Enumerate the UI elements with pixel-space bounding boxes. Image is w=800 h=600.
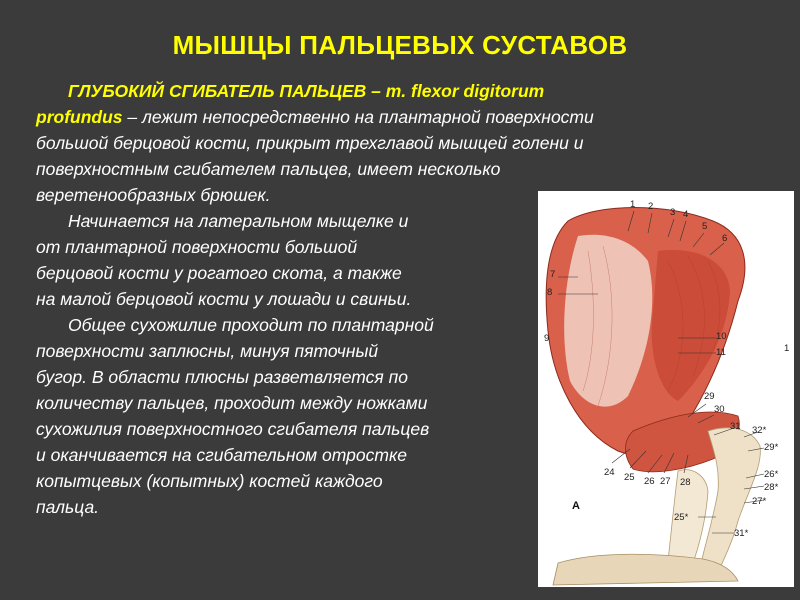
label-25: 25 [624,472,635,483]
label-32-star: 32* [752,425,767,436]
slide-title: МЫШЦЫ ПАЛЬЦЕВЫХ СУСТАВОВ [172,30,628,60]
label-28: 28 [680,477,691,488]
text-line: бугор. В области плюсны разветвляется по [36,367,408,387]
text-line: на малой берцовой кости у лошади и свиньи. [36,289,412,309]
label-30: 30 [714,404,725,415]
text-line: Общее сухожилие проходит по плантарной [68,315,434,335]
label-29: 29 [704,391,715,402]
label-24: 24 [604,467,615,478]
text-line: Начинается на латеральном мыщелке и [68,211,409,231]
text-line: большой берцовой кости, прикрыт трехглавой мышцей голени и [36,133,584,153]
text-line: пальца. [36,497,100,517]
label-26-star: 26* [764,469,779,480]
text-line: и оканчивается на сгибательном отростке [36,445,407,465]
label-2: 2 [648,201,654,212]
paragraph-1 [36,78,776,208]
text-line: поверхности заплюсны, минуя пяточный [36,341,379,361]
label-31-star: 31* [734,528,749,539]
label-3: 3 [670,207,676,218]
biceps-femoris-shape [652,250,730,401]
label-9: 9 [544,333,550,344]
label-8: 8 [547,287,553,298]
figure-letter: A [572,500,580,512]
label-1: 1 [630,199,636,210]
muscle-name-highlight: ГЛУБОКИЙ СГИБАТЕЛЬ ПАЛЬЦЕВ – m. flexor digitorum [68,81,545,101]
label-7: 7 [550,269,556,280]
text-line: поверхностным сгибателем пальцев, имеет несколько [36,159,501,179]
label-25-star: 25* [674,512,689,523]
text-line: от плантарной поверхности большой [36,237,358,257]
anatomy-illustration [538,191,794,587]
label-27-star: 27* [752,496,767,507]
label-11: 11 [716,347,726,358]
text-line: копытцевых (копытных) костей каждого [36,471,383,491]
text-line: веретенообразных брюшек. [36,185,271,205]
label-28-star: 28* [764,482,779,493]
text-line: количеству пальцев, проходит между ножками [36,393,428,413]
label-29-star: 29* [764,442,779,453]
text-line: – лежит непосредственно на плантарной поверхности [122,107,594,127]
label-5: 5 [702,221,708,232]
label-4: 4 [683,209,689,220]
label-27: 27 [660,476,671,487]
label-26: 26 [644,476,655,487]
muscle-name-highlight-cont: profundus [36,107,123,127]
hindlimb-muscles-drawing [538,191,794,587]
text-line: сухожилия поверхностного сгибателя пальцев [36,419,430,439]
label-1b: 1 [784,343,790,354]
label-10: 10 [716,331,727,342]
label-31: 31 [730,421,741,432]
text-line: берцовой кости у рогатого скота, а также [36,263,402,283]
label-6: 6 [722,233,728,244]
